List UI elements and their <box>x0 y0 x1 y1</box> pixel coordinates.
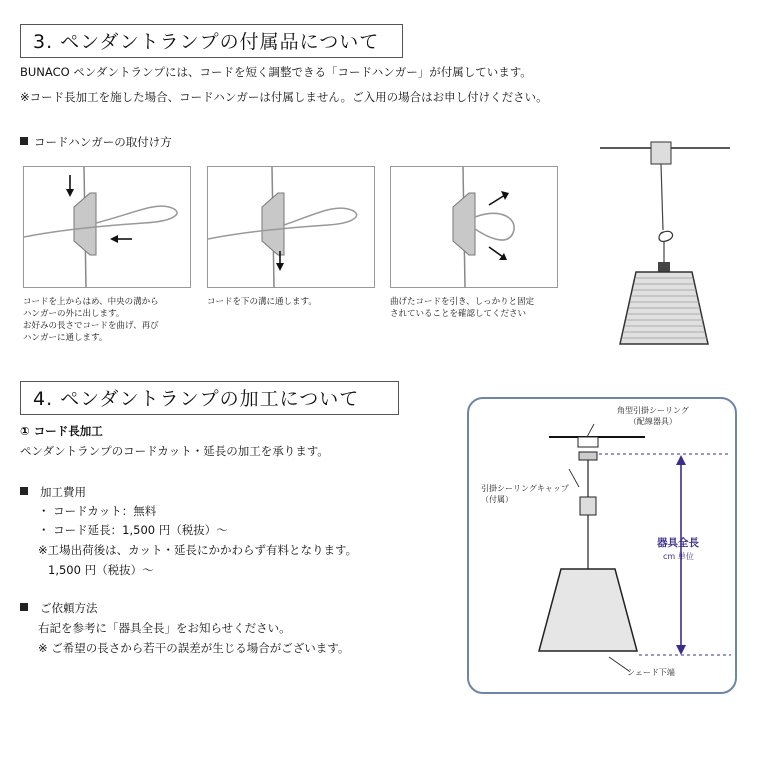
howto-title: コードハンガーの取付け方 <box>34 135 172 149</box>
step3-caption <box>390 296 534 320</box>
cap-label <box>481 483 569 505</box>
item1-heading: ① コード長加工 <box>20 424 103 438</box>
pendant-lamp-photo <box>600 138 730 350</box>
section3-title: 3. ペンダントランプの付属品について <box>20 24 403 58</box>
fee-note-line2: 1,500 円（税抜）～ <box>48 563 154 577</box>
section3-intro-line2: ※コード長加工を施した場合、コードハンガーは付属しません。ご入用の場合はお申し付けください。 <box>20 90 548 104</box>
section3-intro-line1: BUNACO ペンダントランプには、コードを短く調整できる「コードハンガー」が付属しています。 <box>20 65 532 79</box>
request-heading <box>20 600 98 616</box>
fees-heading <box>20 484 86 500</box>
step2-caption-line1: コードを下の溝に通します。 <box>207 297 317 307</box>
step3-caption-line2: されていることを確認してください <box>390 309 527 319</box>
length-diagram-panel <box>467 397 737 694</box>
fees-title: 加工費用 <box>40 485 86 499</box>
step1-caption <box>23 296 159 344</box>
square-bullet-icon <box>20 487 28 495</box>
fee-extend: ・ コード延長：1,500 円（税抜）～ <box>38 523 228 537</box>
request-text-line1: 右記を参考に「器具全長」をお知らせください。 <box>38 621 291 635</box>
section4-title: 4. ペンダントランプの加工について <box>20 381 399 415</box>
cap-label-line2: （付属） <box>481 495 513 504</box>
step1-caption-line1: コードを上からはめ、中央の溝から <box>23 297 159 307</box>
square-bullet-icon <box>20 603 28 611</box>
step2-figure <box>207 166 375 288</box>
step3-figure <box>390 166 558 288</box>
item1-text: ペンダントランプのコードカット・延長の加工を承ります。 <box>20 444 329 458</box>
ceiling-label-line2: （配線器具） <box>628 417 677 426</box>
cap-label-line1: 引掛シーリングキャップ <box>481 484 569 493</box>
step1-hanger-illustration <box>24 167 190 287</box>
request-title: ご依頼方法 <box>40 601 98 615</box>
length-label: 器具全長 <box>657 537 699 549</box>
step3-hanger-illustration <box>391 167 557 287</box>
unit-label: cm 単位 <box>663 552 694 561</box>
step1-caption-line4: ハンガーに通します。 <box>23 333 108 343</box>
square-bullet-icon <box>20 137 28 145</box>
step1-figure <box>23 166 191 288</box>
step1-caption-line3: お好みの長さでコードを曲げ、再び <box>23 321 159 331</box>
fee-note-line1: ※工場出荷後は、カット・延長にかかわらず有料となります。 <box>38 543 358 557</box>
step3-caption-line1: 曲げたコードを引き、しっかりと固定 <box>390 297 535 307</box>
step2-hanger-illustration <box>208 167 374 287</box>
request-text-line2: ※ ご希望の長さから若干の誤差が生じる場合がございます。 <box>38 641 350 655</box>
howto-heading <box>20 134 172 150</box>
step1-caption-line2: ハンガーの外に出します。 <box>23 309 125 319</box>
fee-cut: ・ コードカット：無料 <box>38 504 157 518</box>
ceiling-label <box>617 405 689 427</box>
step2-caption <box>207 296 317 308</box>
shade-bottom-label: シェード下端 <box>627 668 675 677</box>
ceiling-label-line1: 角型引掛シーリング <box>617 406 689 415</box>
